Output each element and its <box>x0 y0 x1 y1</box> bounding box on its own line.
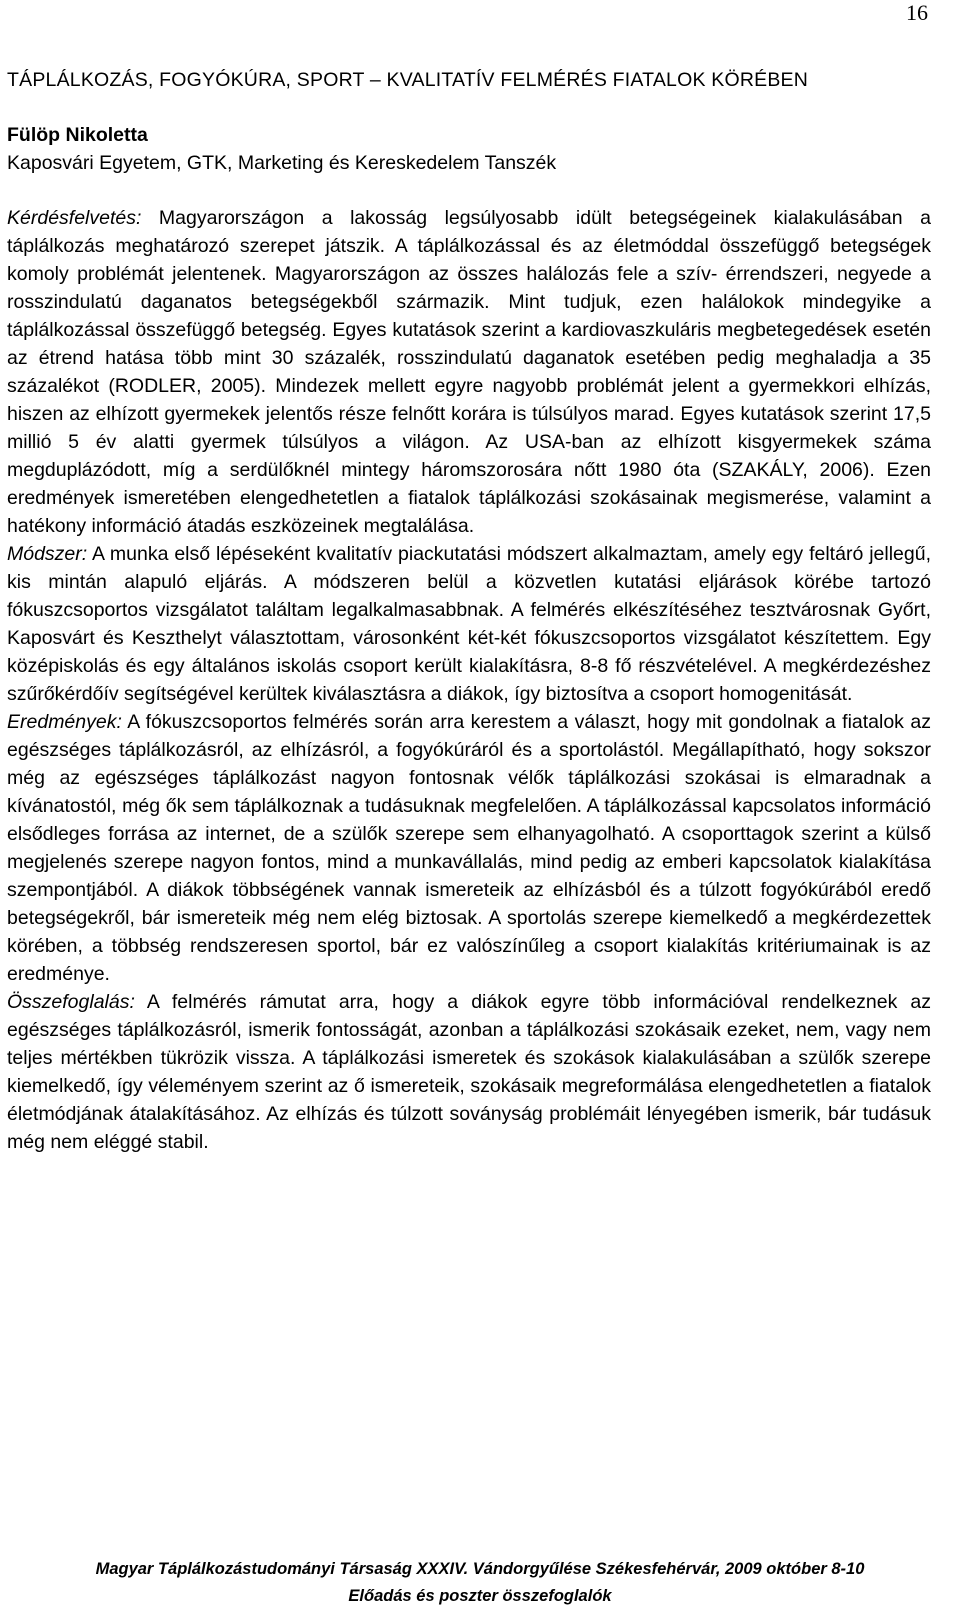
footer-subtitle: Előadás és poszter összefoglalók <box>348 1587 612 1605</box>
section-label-modszer: Módszer: <box>7 543 88 565</box>
abstract-content <box>7 66 931 1156</box>
section-label-osszefoglalas: Összefoglalás: <box>7 991 135 1013</box>
section-kerdesfelvetes <box>7 207 931 537</box>
author-name: Fülöp Nikoletta <box>7 124 148 146</box>
section-label-eredmenyek: Eredmények: <box>7 711 122 733</box>
section-text-osszefoglalas: A felmérés rámutat arra, hogy a diákok egyre több információval rendelkeznek az egészséges táplálkozásról, ismerik fontosságát, azonban a táplálkozási szokásaik ezeket, nem, vagy nem teljes mértékben tükrözik vissza. A táplálkozási ismeretek és szokások kialakulásában a szülők szerepe kiemelkedő, így véleményem szerint az ő ismereteik, szokásaik megreformálása elengedhetetlen a fiatalok életmódjának átalakításához. Az elhízás és túlzott soványság problémáit lényegében ismerik, bár tudásuk még nem eléggé stabil. <box>7 991 931 1153</box>
section-label-kerdesfelvetes: Kérdésfelvetés: <box>7 207 142 229</box>
author-affiliation: Kaposvári Egyetem, GTK, Marketing és Kereskedelem Tanszék <box>7 152 557 174</box>
page-number: 16 <box>906 0 928 25</box>
abstract-body <box>7 204 931 1156</box>
section-modszer <box>7 543 931 705</box>
paper-title: TÁPLÁLKOZÁS, FOGYÓKÚRA, SPORT – KVALITATÍV FELMÉRÉS FIATALOK KÖRÉBEN <box>7 69 809 91</box>
section-text-modszer: A munka első lépéseként kvalitatív piackutatási módszert alkalmaztam, amely egy feltáró jellegű, kis mintán alapuló eljárás. A módszeren belül a közvetlen kutatási eljárások körébe tartozó fókuszcsoportos vizsgálatot találtam legalkalmasabbnak. A felmérés elkészítéséhez tesztvárosnak Győrt, Kaposvárt és Keszthelyt választottam, városonként két-két fókuszcsoportos vizsgálatot készítettem. Egy középiskolás és egy általános iskolás csoport került kialakításra, 8-8 fő részvételével. A megkérdezéshez szűrőkérdőív segítségével kerültek kiválasztásra a diákok, így biztosítva a csoport homogenitását. <box>7 543 931 705</box>
page-footer <box>0 1556 960 1610</box>
section-osszefoglalas <box>7 991 931 1153</box>
section-text-kerdesfelvetes: Magyarországon a lakosság legsúlyosabb idült betegségeinek kialakulásában a táplálkozás meghatározó szerepet játszik. A táplálkozással és az életmóddal összefüggő betegségek komoly problémát jelentenek. Magyarországon az összes halálozás fele a szív- érrendszeri, negyede a rosszindulatú daganatos betegségekből származik. Mint tudjuk, ezen halálokok mindegyike a táplálkozással összefüggő betegség. Egyes kutatások szerint a kardiovaszkuláris megbetegedések esetén az étrend hatása több mint 30 százalék, rosszindulatú daganatok esetében pedig meghaladja a 35 százalékot (RODLER, 2005). Mindezek mellett egyre nagyobb problémát jelent a gyermekkori elhízás, hiszen az elhízott gyermekek jelentős része felnőtt korára is túlsúlyos marad. Egyes kutatások szerint 17,5 millió 5 év alatti gyermek túlsúlyos a világon. Az USA-ban az elhízott kisgyermekek száma megduplázódott, míg a serdülőknél mintegy háromszorosára nőtt 1980 óta (SZAKÁLY, 2006). Ezen eredmények ismeretében elengedhetetlen a fiatalok táplálkozási szokásainak megismerése, valamint a hatékony információ átadás eszközeinek megtalálása. <box>7 207 931 537</box>
section-text-eredmenyek: A fókuszcsoportos felmérés során arra kerestem a választ, hogy mit gondolnak a fiatalok az egészséges táplálkozásról, az elhízásról, a fogyókúráról és a sportolástól. Megállapítható, hogy sokszor még az egészséges táplálkozást nagyon fontosnak vélők táplálkozási szokásai is elmaradnak a kívánatostól, még ők sem táplálkoznak a tudásuknak megfelelően. A táplálkozással kapcsolatos információ elsődleges forrása az internet, de a szülők szerepe sem elhanyagolható. A csoporttagok szerint a külső megjelenés szerepe nagyon fontos, mind a munkavállalás, mind pedig az emberi kapcsolatok kialakítása szempontjából. A diákok többségének vannak ismereteik az elhízásból és a túlzott fogyókúrából eredő betegségekről, bár ismereteik még nem elég biztosak. A sportolás szerepe kiemelkedő a megkérdezettek körében, a többség rendszeresen sportol, bár ez valószínűleg a csoport kialakítás kritériumainak is az eredménye. <box>7 711 931 985</box>
section-eredmenyek <box>7 711 931 985</box>
footer-conference: Magyar Táplálkozástudományi Társaság XXXIV. Vándorgyűlése Székesfehérvár, 2009 október 8-10 <box>95 1560 865 1578</box>
